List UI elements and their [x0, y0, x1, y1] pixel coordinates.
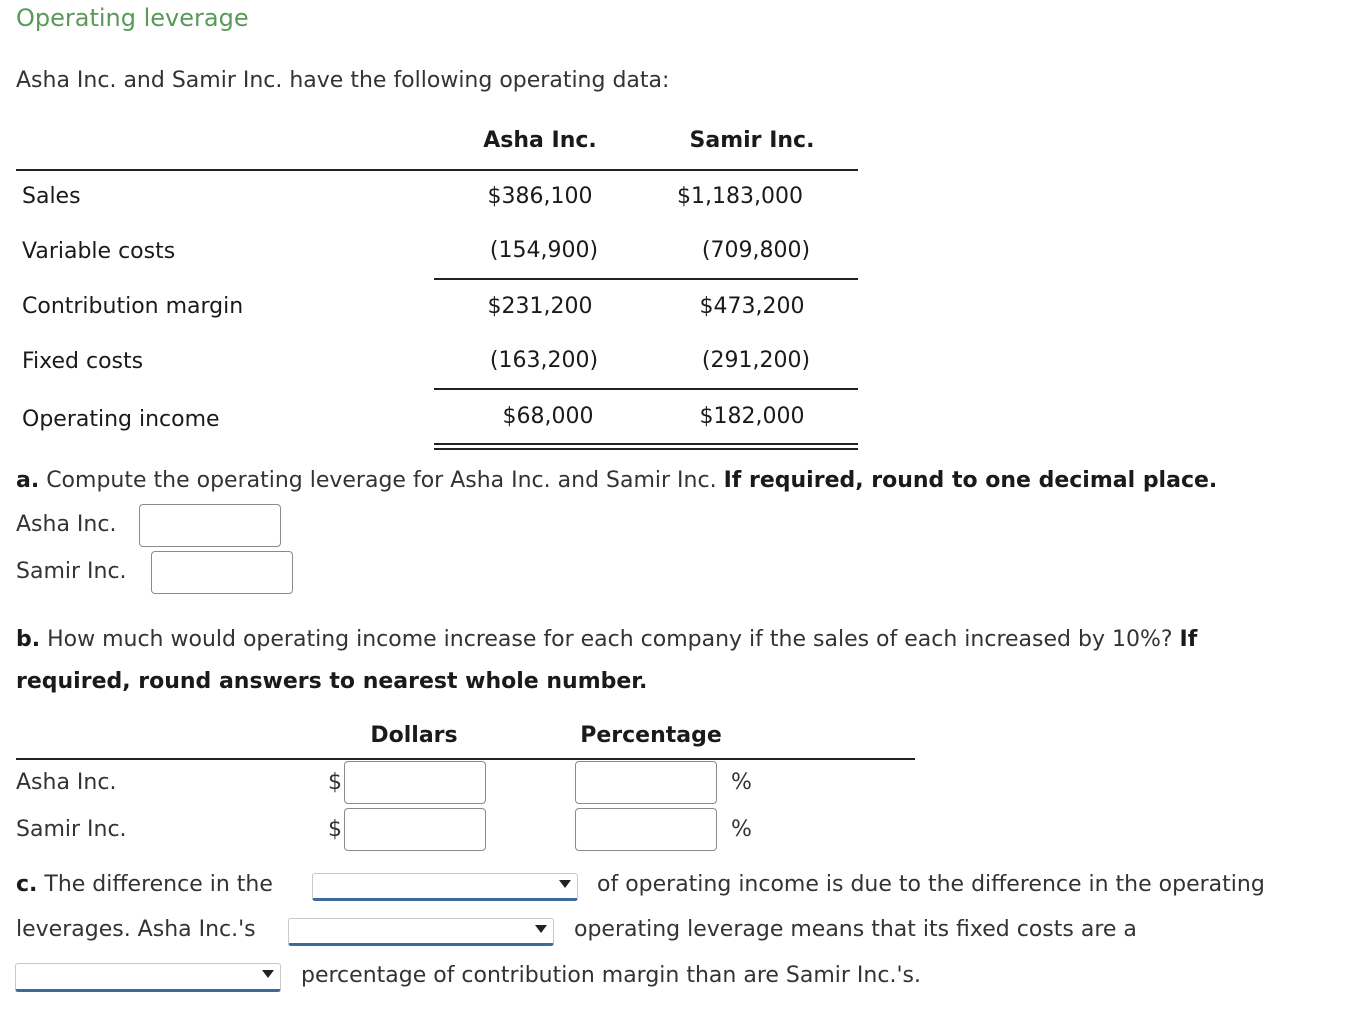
asha-value: $386,100 — [487, 184, 593, 209]
samir-value: (291,200) — [701, 348, 811, 373]
part-a-asha-label: Asha Inc. — [16, 512, 117, 537]
samir-percentage-input[interactable] — [575, 808, 717, 851]
part-c-text-1 — [16, 872, 273, 897]
col-header-percentage: Percentage — [580, 723, 722, 748]
part-c-letter: c. — [16, 872, 38, 897]
part-b-question-line2 — [16, 669, 647, 694]
dollar-sign: $ — [328, 770, 342, 795]
part-a-question — [16, 468, 1217, 493]
samir-operating-leverage-input[interactable] — [151, 551, 293, 594]
page-title: Operating leverage — [16, 4, 249, 32]
part-b-asha-label: Asha Inc. — [16, 770, 117, 795]
samir-value: (709,800) — [701, 238, 811, 263]
subtotal-rule — [434, 388, 858, 390]
row-label: Fixed costs — [22, 349, 144, 374]
part-c-text4: operating leverage means that its fixed costs are a — [574, 917, 1137, 942]
asha-operating-leverage-input[interactable] — [139, 504, 281, 547]
part-b-instruction-start: If — [1179, 627, 1198, 652]
asha-value: $231,200 — [487, 294, 593, 319]
row-label: Sales — [22, 184, 81, 209]
row-label: Operating income — [22, 407, 220, 432]
percent-sign: % — [731, 770, 752, 795]
total-double-rule — [434, 443, 858, 450]
asha-value: (154,900) — [489, 238, 599, 263]
part-a-text: Compute the operating leverage for Asha Inc. and Samir Inc. — [39, 468, 724, 493]
part-b-letter: b. — [16, 627, 41, 652]
asha-value: (163,200) — [489, 348, 599, 373]
leverage-level-select[interactable] — [288, 918, 554, 946]
asha-dollars-input[interactable] — [344, 761, 486, 804]
row-label: Contribution margin — [22, 294, 244, 319]
asha-value: $68,000 — [502, 404, 594, 429]
part-a-letter: a. — [16, 468, 40, 493]
chevron-down-icon — [559, 880, 571, 888]
asha-percentage-input[interactable] — [575, 761, 717, 804]
difference-type-select[interactable] — [312, 873, 578, 901]
col-header-asha: Asha Inc. — [483, 128, 597, 153]
part-b-text: How much would operating income increase for each company if the sales of each increased by 10%? — [40, 627, 1180, 652]
header-rule — [16, 169, 858, 171]
subtotal-rule — [434, 278, 858, 280]
part-b-samir-label: Samir Inc. — [16, 817, 127, 842]
part-c-text1: The difference in the — [37, 872, 273, 897]
dollar-sign: $ — [328, 817, 342, 842]
part-a-samir-label: Samir Inc. — [16, 559, 127, 584]
part-c-text3: leverages. Asha Inc.'s — [16, 917, 256, 942]
percent-sign: % — [731, 817, 752, 842]
samir-value: $473,200 — [699, 294, 805, 319]
part-c-text5: percentage of contribution margin than are Samir Inc.'s. — [301, 963, 921, 988]
part-b-header-rule — [16, 758, 915, 760]
part-c-text2: of operating income is due to the difference in the operating — [597, 872, 1265, 897]
part-b-question — [16, 627, 1197, 652]
samir-value: $182,000 — [699, 404, 805, 429]
part-b-instruction-end: required, round answers to nearest whole number. — [16, 669, 648, 694]
col-header-dollars: Dollars — [370, 723, 458, 748]
intro-text: Asha Inc. and Samir Inc. have the following operating data: — [16, 68, 670, 93]
chevron-down-icon — [262, 970, 274, 978]
samir-value: $1,183,000 — [677, 184, 803, 209]
col-header-samir: Samir Inc. — [689, 128, 815, 153]
percentage-comparison-select[interactable] — [15, 963, 281, 992]
part-a-instruction: If required, round to one decimal place. — [723, 468, 1218, 493]
row-label: Variable costs — [22, 239, 176, 264]
chevron-down-icon — [535, 925, 547, 933]
samir-dollars-input[interactable] — [344, 808, 486, 851]
